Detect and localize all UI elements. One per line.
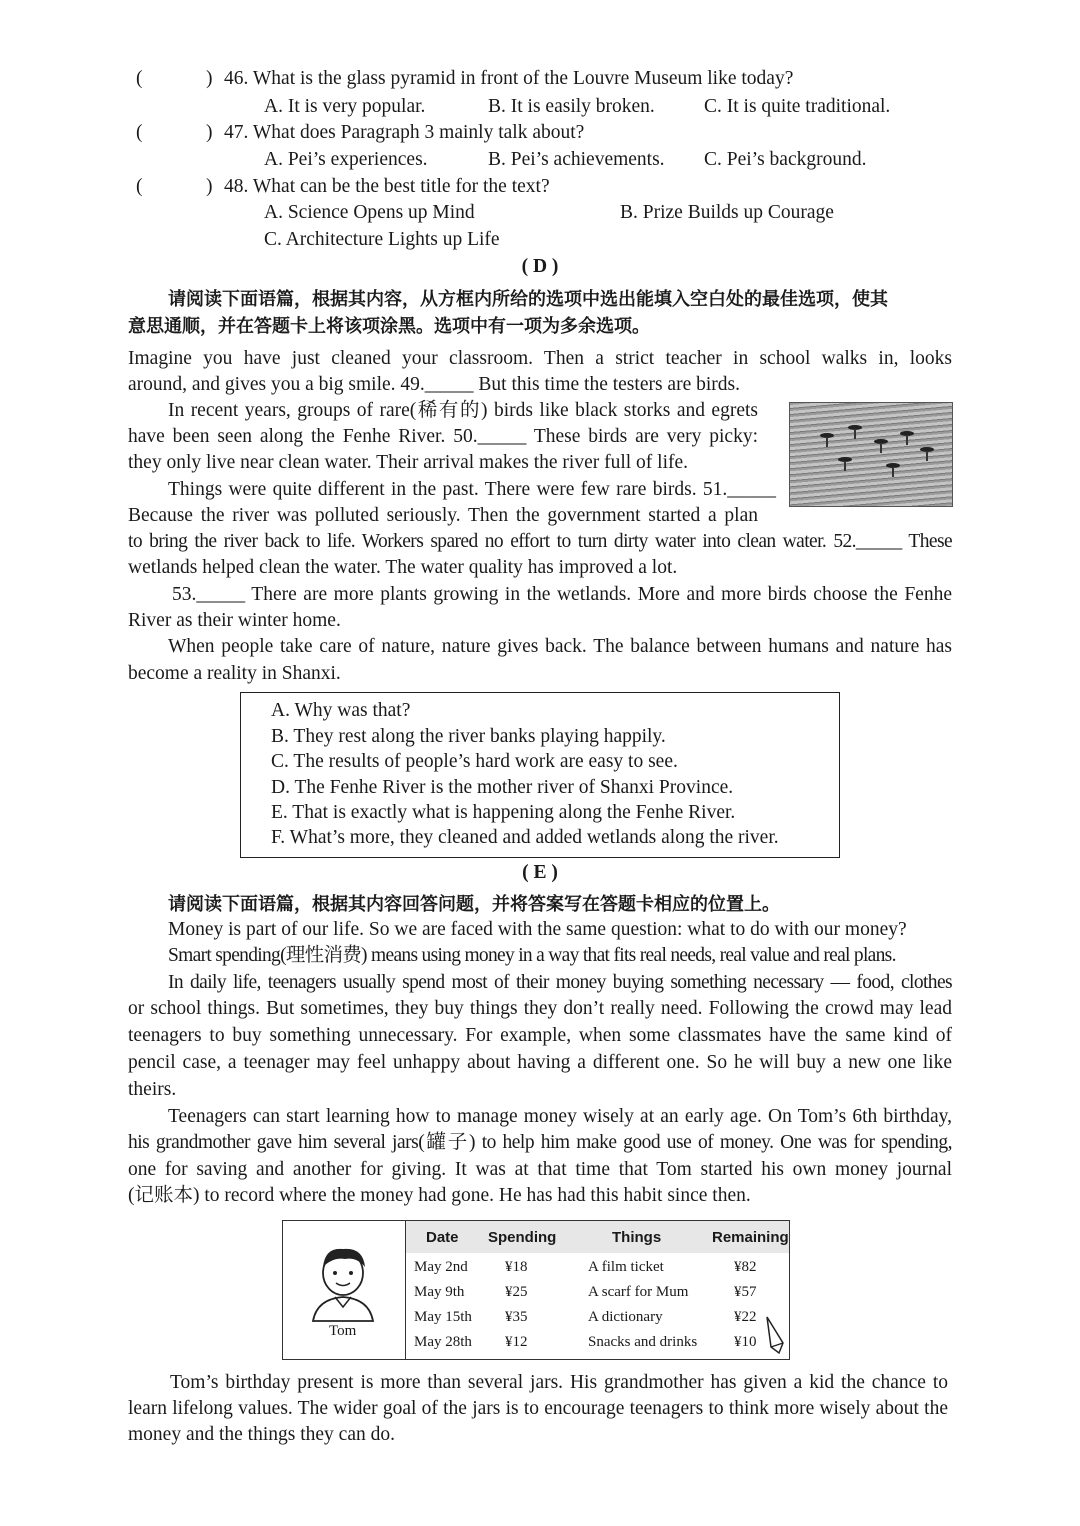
passage-line: his grandmother gave him several jars(罐子) to help him make good use of money. One was for spending, (128, 1132, 952, 1153)
cell-things: A film ticket (588, 1259, 664, 1275)
cell-remaining: ¥57 (734, 1284, 757, 1300)
question-48 (132, 176, 952, 202)
passage-line: Because the river was polluted seriously. Then the government started a plan (128, 505, 758, 526)
passage-line: In recent years, groups of rare(稀有的) birds like black storks and egrets (168, 400, 758, 421)
passage-line: Smart spending(理性消费) means using money in a way that fits real needs, real value and real plans. (168, 945, 896, 966)
cell-spending: ¥12 (505, 1334, 528, 1350)
option-a: A. Science Opens up Mind (264, 202, 475, 223)
question-stem: 46. What is the glass pyramid in front of the Louvre Museum like today? (224, 68, 794, 89)
passage-line: (记账本) to record where the money had gone. He has had this habit since then. (128, 1185, 751, 1206)
cell-things: A dictionary (588, 1309, 663, 1325)
question-stem: 47. What does Paragraph 3 mainly talk about? (224, 122, 585, 143)
choice-c: C. The results of people’s hard work are easy to see. (271, 751, 678, 772)
passage-line: Things were quite different in the past. There were few rare birds. 51._____ (168, 479, 776, 500)
cell-date: May 9th (414, 1284, 465, 1300)
table-header (406, 1221, 789, 1253)
question-stem: 48. What can be the best title for the text? (224, 176, 550, 197)
answer-paren-close: ) (206, 68, 213, 89)
option-b: B. It is easily broken. (488, 96, 655, 117)
cell-spending: ¥18 (505, 1259, 528, 1275)
option-a: A. Pei’s experiences. (264, 149, 428, 170)
birds-photo (789, 402, 953, 507)
passage-line: When people take care of nature, nature gives back. The balance between humans and nature has (168, 636, 952, 657)
header-spending: Spending (488, 1229, 557, 1246)
option-c: C. Pei’s background. (704, 149, 867, 170)
option-a: A. It is very popular. (264, 96, 426, 117)
passage-line: they only live near clean water. Their arrival makes the river full of life. (128, 452, 689, 473)
answer-paren-open: ( (136, 122, 143, 143)
choice-f: F. What’s more, they cleaned and added wetlands along the river. (271, 827, 779, 848)
header-remaining: Remaining (712, 1229, 789, 1246)
answer-paren-open: ( (136, 68, 143, 89)
portrait-label: Tom (329, 1323, 357, 1339)
passage-line: Money is part of our life. So we are faced with the same question: what to do with our money? (168, 919, 907, 940)
passage-line: River as their winter home. (128, 610, 341, 631)
answer-paren-close: ) (206, 122, 213, 143)
passage-line: one for saving and another for giving. It was at that time that Tom started his own money journal (128, 1159, 952, 1180)
cell-date: May 2nd (414, 1259, 468, 1275)
option-c: C. It is quite traditional. (704, 96, 891, 117)
passage-line: Teenagers can start learning how to manage money wisely at an early age. On Tom’s 6th birthday, (168, 1106, 952, 1127)
passage-line: money and the things they can do. (128, 1424, 395, 1445)
passage-line: wetlands helped clean the water. The water quality has improved a lot. (128, 557, 678, 578)
choice-b: B. They rest along the river banks playing happily. (271, 726, 666, 747)
cell-remaining: ¥82 (734, 1259, 757, 1275)
cell-date: May 28th (414, 1334, 472, 1350)
cell-things: A scarf for Mum (588, 1284, 689, 1300)
passage-line: In daily life, teenagers usually spend most of their money buying something necessary — food, clothes (168, 972, 952, 993)
passage-line: Imagine you have just cleaned your classroom. Then a strict teacher in school walks in, looks (128, 348, 952, 369)
option-c: C. Architecture Lights up Life (264, 229, 500, 250)
cell-date: May 15th (414, 1309, 472, 1325)
section-e-instruction: 请阅读下面语篇，根据其内容回答问题，并将答案写在答题卡相应的位置上。 (168, 894, 780, 915)
question-46 (132, 68, 952, 94)
question-47 (132, 122, 952, 148)
choice-e: E. That is exactly what is happening along the Fenhe River. (271, 802, 736, 823)
section-d-instruction-1: 请阅读下面语篇，根据其内容，从方框内所给的选项中选出能填入空白处的最佳选项，使其 (168, 289, 888, 310)
cell-remaining: ¥10 (734, 1334, 757, 1350)
passage-line: Tom’s birthday present is more than several jars. His grandmother has given a kid the chance to (170, 1372, 948, 1393)
cell-spending: ¥25 (505, 1284, 528, 1300)
cell-remaining: ¥22 (734, 1309, 757, 1325)
section-e-heading: ( E ) (522, 862, 558, 883)
option-b: B. Prize Builds up Courage (620, 202, 834, 223)
answer-paren-open: ( (136, 176, 143, 197)
cell-things: Snacks and drinks (588, 1334, 698, 1350)
money-journal-table (282, 1220, 790, 1360)
choice-d: D. The Fenhe River is the mother river of Shanxi Province. (271, 777, 734, 798)
passage-line: 53._____ There are more plants growing in the wetlands. More and more birds choose the Fenhe (172, 584, 952, 605)
header-things: Things (612, 1229, 662, 1246)
answer-paren-close: ) (206, 176, 213, 197)
passage-line: learn lifelong values. The wider goal of the jars is to encourage teenagers to think more wisely about the (128, 1398, 948, 1419)
passage-line: theirs. (128, 1079, 177, 1100)
choices-box (240, 692, 840, 858)
passage-line: have been seen along the Fenhe River. 50._____ These birds are very picky: (128, 426, 758, 447)
cell-spending: ¥35 (505, 1309, 528, 1325)
passage-line: around, and gives you a big smile. 49._____ But this time the testers are birds. (128, 374, 740, 395)
option-b: B. Pei’s achievements. (488, 149, 665, 170)
passage-line: pencil case, a teenager may feel unhappy about having a different one. So he will buy a new one like (128, 1052, 952, 1073)
choice-a: A. Why was that? (271, 700, 411, 721)
tom-portrait (283, 1221, 406, 1359)
section-d-heading: ( D ) (521, 256, 559, 277)
passage-line: become a reality in Shanxi. (128, 663, 341, 684)
section-d-instruction-2: 意思通顺，并在答题卡上将该项涂黑。选项中有一项为多余选项。 (128, 316, 650, 337)
passage-line: or school things. But sometimes, they buy things they don’t really need. Following the crowd may lead (128, 998, 952, 1019)
passage-line: to bring the river back to life. Workers spared no effort to turn dirty water into clean water. 52._____ These (128, 531, 952, 552)
pencil-icon (763, 1313, 789, 1357)
passage-line: teenagers to buy something unnecessary. For example, when some classmates have the same kind of (128, 1025, 952, 1046)
header-date: Date (426, 1229, 459, 1246)
